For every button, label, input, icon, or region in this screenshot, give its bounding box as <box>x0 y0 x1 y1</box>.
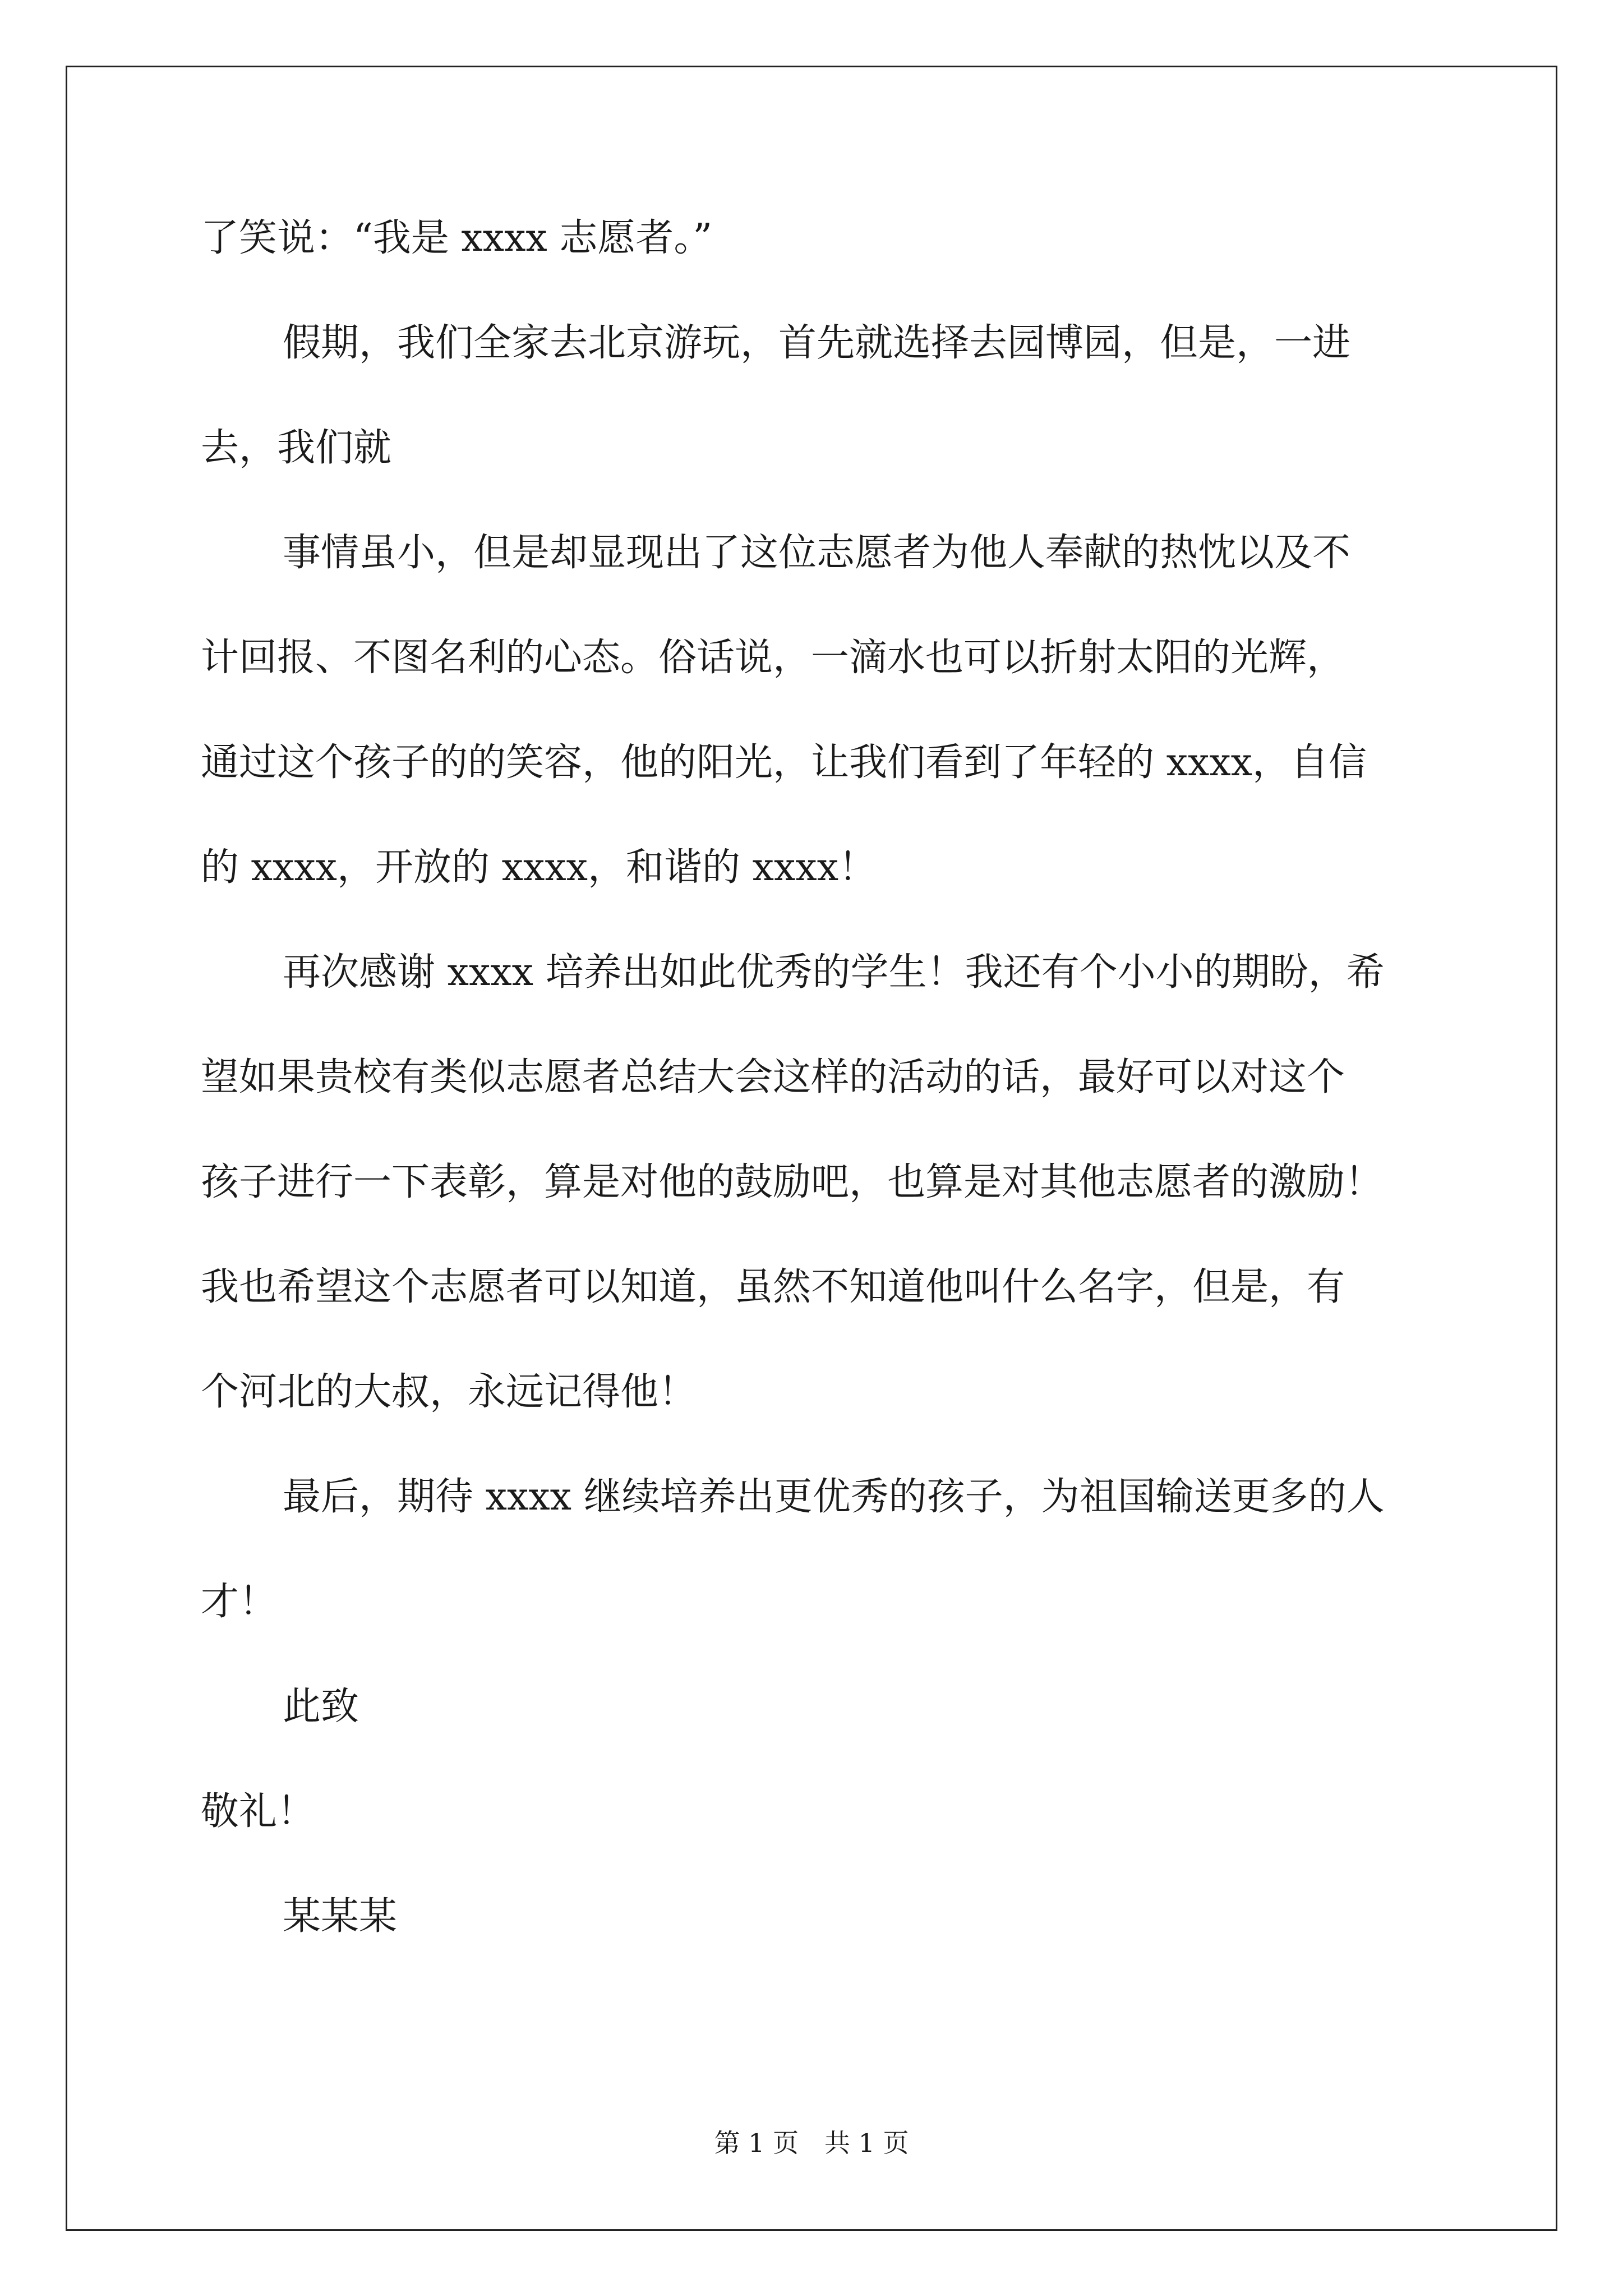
text-line: 孩子进行一下表彰，算是对他的鼓励吧，也算是对其他志愿者的激励！ <box>201 1160 1384 1204</box>
text-line: 才！ <box>201 1580 278 1624</box>
text-line: 了笑说：“我是 xxxx 志愿者。” <box>201 216 713 260</box>
text-line: 的 xxxx，开放的 xxxx，和谐的 xxxx！ <box>201 845 877 890</box>
text-line: 通过这个孩子的的笑容，他的阳光，让我们看到了年轻的 xxxx，自信 <box>201 740 1367 785</box>
text-line: 望如果贵校有类似志愿者总结大会这样的活动的话，最好可以对这个 <box>201 1055 1345 1099</box>
closing-salutation: 此致 <box>283 1685 359 1729</box>
paragraph-start-line: 最后，期待 xxxx 继续培养出更优秀的孩子，为祖国输送更多的人 <box>283 1475 1385 1519</box>
paragraph-start-line: 假期，我们全家去北京游玩，首先就选择去园博园，但是，一进 <box>283 321 1351 365</box>
paragraph-start-line: 再次感谢 xxxx 培养出如此优秀的学生！我还有个小小的期盼，希 <box>283 950 1385 995</box>
paragraph-start-line: 事情虽小，但是却显现出了这位志愿者为他人奉献的热忱以及不 <box>283 531 1351 575</box>
page-number-footer: 第 1 页 共 1 页 <box>714 2128 909 2158</box>
text-line: 个河北的大叔，永远记得他！ <box>201 1370 697 1414</box>
closing-regards: 敬礼！ <box>201 1789 316 1834</box>
text-line: 去，我们就 <box>201 426 392 470</box>
text-line: 我也希望这个志愿者可以知道，虽然不知道他叫什么名字，但是，有 <box>201 1265 1345 1309</box>
text-line: 计回报、不图名利的心态。俗话说，一滴水也可以折射太阳的光辉， <box>201 636 1345 680</box>
signature-name: 某某某 <box>283 1894 398 1939</box>
